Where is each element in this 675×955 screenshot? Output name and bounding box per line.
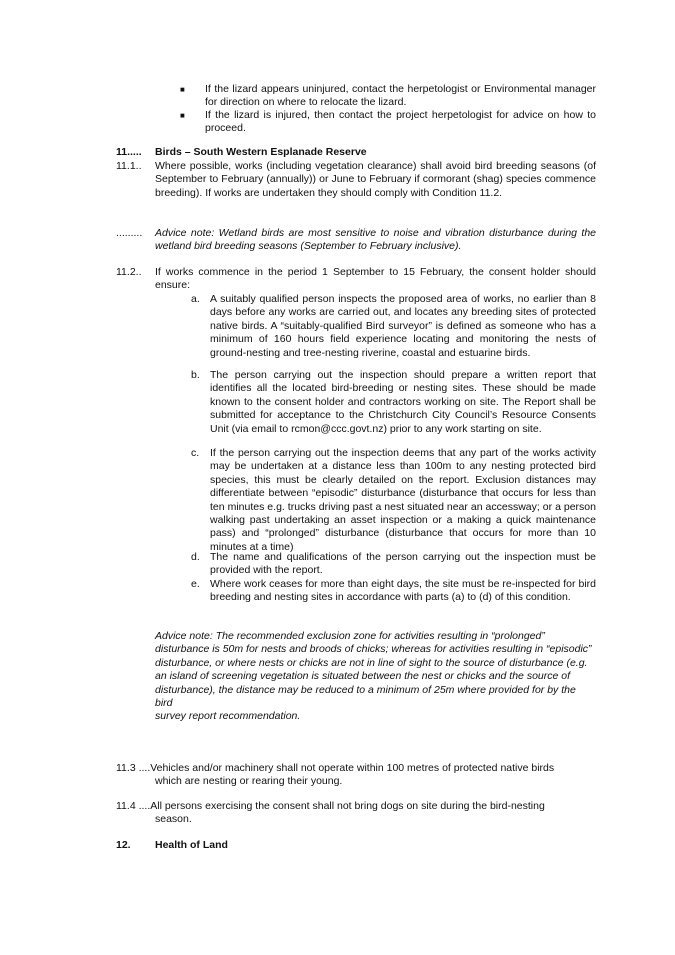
condition-11-4-first-line: 11.4 ....All persons exercising the consent shall not bring dogs on site during the bird-nesting bbox=[116, 800, 545, 812]
sub-item-letter: a. bbox=[191, 293, 200, 305]
bullet-item bbox=[180, 109, 596, 136]
condition-11-2-text: If works commence in the period 1 September to 15 February, the consent holder should ensure: bbox=[155, 266, 596, 292]
bullet-marker: ■ bbox=[180, 111, 185, 120]
condition-11-4-continuation: season. bbox=[155, 813, 192, 826]
advice-note-1-number: ......... bbox=[116, 227, 143, 239]
sub-item-text: Where work ceases for more than eight days, the site must be re-inspected for bird breeding and nesting sites in accordance with parts (a) to (d) of this condition. bbox=[210, 578, 596, 604]
sub-item-letter: b. bbox=[191, 369, 200, 381]
advice-note-1-text: Advice note: Wetland birds are most sensitive to noise and vibration disturbance during the wetland bird breeding seasons (September to February inclusive). bbox=[155, 227, 596, 253]
section-12-title: Health of Land bbox=[155, 839, 228, 851]
bullet-marker: ■ bbox=[180, 85, 185, 94]
advice-note-2-line: disturbance, or where nests or chicks are not in line of sight to the source of disturbance (e.g. bbox=[155, 656, 588, 669]
sub-item-text: If the person carrying out the inspection deems that any part of the works activity may be undertaken at a distance less than 100m to any nesting protected bird species, this must be clearly detailed on the report. Exclusion distances may differentiate between “episodic” disturbance (disturbance that occurs for less than ten minutes e.g. trucks driving past a nest situated near an accessway; or a person walking past undertaking an asset inspection or a making a quick maintenance pass) and “prolonged” disturbance (disturbance that occurs for more than 10 minutes at a time) bbox=[210, 447, 596, 553]
condition-11-4 bbox=[116, 800, 596, 827]
condition-11-2-number: 11.2.. bbox=[116, 266, 142, 278]
bullet-text: If the lizard is injured, then contact the project herpetologist for advice on how to proceed. bbox=[205, 109, 596, 135]
bullet-text: If the lizard appears uninjured, contact the herpetologist or Environmental manager for direction on where to relocate the lizard. bbox=[205, 83, 596, 109]
sub-item-text: The name and qualifications of the person carrying out the inspection must be provided with the report. bbox=[210, 551, 596, 577]
condition-11-1-text: Where possible, works (including vegetation clearance) shall avoid bird breeding seasons (of September to February (annually)) or June to February if cormorant (shag) species commence breeding). If works are undertaken they should comply with Condition 11.2. bbox=[155, 160, 596, 199]
advice-note-2-line: disturbance is 50m for nests and broods of chicks; whereas for activities resulting in “episodic” bbox=[155, 643, 592, 656]
sub-item-text: The person carrying out the inspection should prepare a written report that identifies all the located bird-breeding or nesting sites. These should be made known to the consent holder and contractors working on site. The Report shall be submitted for acceptance to the Christchurch City Council’s Resource Consents Unit (via email to rcmon@ccc.govt.nz) prior to any work starting on site. bbox=[210, 369, 596, 435]
condition-11-3 bbox=[116, 762, 596, 789]
advice-note-2 bbox=[155, 630, 596, 724]
condition-11-1-number: 11.1.. bbox=[116, 160, 142, 172]
advice-note-2-line: Advice note: The recommended exclusion zone for activities resulting in “prolonged” bbox=[155, 630, 545, 642]
condition-11-3-continuation: which are nesting or rearing their young. bbox=[155, 775, 343, 788]
sub-item-letter: c. bbox=[191, 447, 200, 459]
advice-note-2-line: survey report recommendation. bbox=[155, 710, 301, 723]
sub-item-text: A suitably qualified person inspects the proposed area of works, no earlier than 8 days before any works are carried out, and locates any breeding sites of protected native birds. A “suitably-qualified Bird surveyor” is defined as someone who has a minimum of 160 hours field experience locating and monitoring the nests of ground-nesting and tree-nesting riverine, coastal and estuarine birds. bbox=[210, 293, 596, 359]
section-11-title: Birds – South Western Esplanade Reserve bbox=[155, 146, 367, 158]
condition-11-3-first-line: 11.3 ....Vehicles and/or machinery shall not operate within 100 metres of protected native birds bbox=[116, 762, 555, 774]
bullet-item bbox=[180, 83, 596, 110]
advice-note-2-line: an island of screening vegetation is situated between the nest or chicks and the source of disturbance), the distance may be reduced to a minimum of 25m where provided for by the bird bbox=[155, 670, 576, 710]
sub-item-letter: d. bbox=[191, 551, 200, 563]
sub-item-letter: e. bbox=[191, 578, 200, 590]
section-12-number: 12. bbox=[116, 839, 131, 851]
section-11-number: 11..... bbox=[116, 146, 142, 158]
